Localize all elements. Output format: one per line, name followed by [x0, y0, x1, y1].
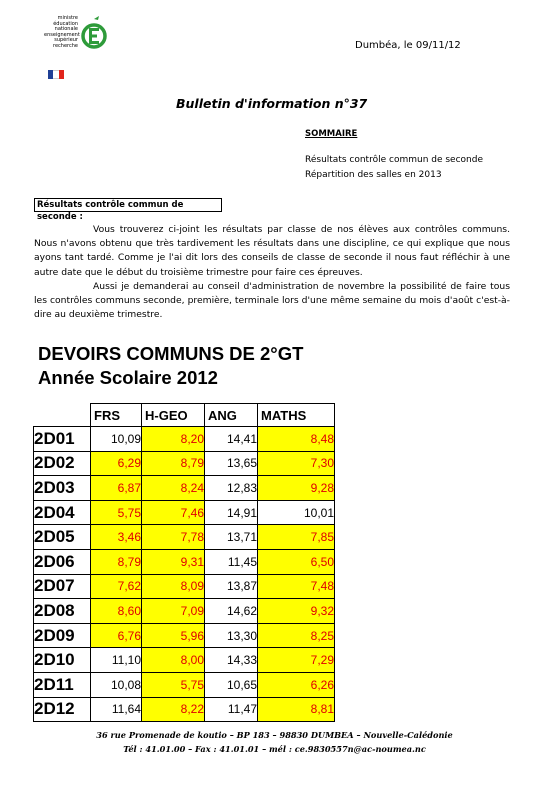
table-row — [34, 500, 335, 525]
paragraph: Aussi je demanderai au conseil d'administration de novembre la possibilité de faire tous les contrôles communs seconde, première, terminale lors d'une même semaine du mois d'août c'est-à-dire au deuxième trimestre. — [34, 281, 510, 321]
table-row — [34, 648, 335, 673]
column-header-maths: MATHS — [258, 404, 335, 427]
grade-cell: 12,83 — [205, 476, 258, 501]
logo-line: enseignement — [44, 31, 80, 38]
sommaire-item: Répartition des salles en 2013 — [305, 170, 442, 180]
grade-cell: 6,87 — [91, 476, 142, 501]
grade-cell: 5,96 — [142, 623, 205, 648]
table-row — [34, 451, 335, 476]
grade-cell: 8,22 — [142, 697, 205, 722]
table-row — [34, 476, 335, 501]
grade-cell: 8,48 — [258, 427, 335, 452]
logo-line: éducation — [53, 20, 78, 27]
paragraph: Vous trouverez ci-joint les résultats par classe de nos élèves aux contrôles communs. Nous n'avons obtenu que très tardivement les résultats dans une discipline, ce qui explique que nous ayons tant tardé. Comme je l'ai dit lors des conseils de classe de seconde il nous faut réfléchir à une autre date que le début du troisième trimestre pour faire ces épreuves. — [34, 224, 510, 278]
date-line: Dumbéa, le 09/11/12 — [355, 40, 461, 51]
grade-cell: 6,76 — [91, 623, 142, 648]
grade-cell: 3,46 — [91, 525, 142, 550]
table-row — [34, 427, 335, 452]
grade-cell: 8,00 — [142, 648, 205, 673]
grade-cell: 7,62 — [91, 574, 142, 599]
class-label: 2D06 — [34, 549, 91, 574]
class-label: 2D01 — [34, 427, 91, 452]
sommaire-item: Résultats contrôle commun de seconde — [305, 155, 484, 165]
grade-cell: 9,31 — [142, 549, 205, 574]
grade-cell: 11,47 — [205, 697, 258, 722]
grade-cell: 7,85 — [258, 525, 335, 550]
table-row — [34, 672, 335, 697]
grade-cell: 13,30 — [205, 623, 258, 648]
grade-cell: 8,60 — [91, 599, 142, 624]
grade-cell: 7,78 — [142, 525, 205, 550]
grade-cell: 14,41 — [205, 427, 258, 452]
column-header-ang: ANG — [205, 404, 258, 427]
class-label: 2D10 — [34, 648, 91, 673]
class-label: 2D02 — [34, 451, 91, 476]
class-label: 2D03 — [34, 476, 91, 501]
grades-table — [33, 403, 335, 722]
grade-cell: 14,33 — [205, 648, 258, 673]
footer-contact: Tél : 41.01.00 – Fax : 41.01.01 – mél : ce.9830557n@ac-noumea.nc — [123, 744, 426, 754]
grade-cell: 6,26 — [258, 672, 335, 697]
grade-cell: 6,29 — [91, 451, 142, 476]
grade-cell: 13,65 — [205, 451, 258, 476]
table-row — [34, 549, 335, 574]
grade-cell: 5,75 — [91, 500, 142, 525]
grade-cell: 7,29 — [258, 648, 335, 673]
logo-text — [44, 16, 78, 50]
grade-cell: 6,50 — [258, 549, 335, 574]
grade-cell: 8,09 — [142, 574, 205, 599]
grade-cell: 5,75 — [142, 672, 205, 697]
grade-cell: 7,48 — [258, 574, 335, 599]
table-title: DEVOIRS COMMUNS DE 2°GT — [38, 343, 304, 364]
class-label: 2D05 — [34, 525, 91, 550]
grade-cell: 7,46 — [142, 500, 205, 525]
logo-line: ministre — [57, 15, 78, 21]
french-flag-icon — [48, 70, 64, 79]
grade-cell: 8,79 — [91, 549, 142, 574]
table-row — [34, 574, 335, 599]
grade-cell: 8,81 — [258, 697, 335, 722]
grade-cell: 10,01 — [258, 500, 335, 525]
column-header-hgeo: H-GEO — [142, 404, 205, 427]
table-row — [34, 623, 335, 648]
grade-cell: 8,24 — [142, 476, 205, 501]
class-label: 2D11 — [34, 672, 91, 697]
grade-cell: 9,28 — [258, 476, 335, 501]
column-header-frs: FRS — [91, 404, 142, 427]
ministry-logo — [44, 14, 108, 86]
grade-cell: 11,10 — [91, 648, 142, 673]
grade-cell: 10,09 — [91, 427, 142, 452]
class-label: 2D12 — [34, 697, 91, 722]
grade-cell: 10,65 — [205, 672, 258, 697]
grade-cell: 8,79 — [142, 451, 205, 476]
table-subtitle: Année Scolaire 2012 — [38, 367, 218, 388]
class-label: 2D08 — [34, 599, 91, 624]
grades-body — [34, 427, 335, 722]
sommaire-heading: SOMMAIRE — [305, 129, 358, 139]
grade-cell: 13,71 — [205, 525, 258, 550]
grade-cell: 7,30 — [258, 451, 335, 476]
logo-line: nationale — [54, 26, 78, 33]
section-heading: Résultats contrôle commun de seconde : — [34, 198, 222, 212]
class-label: 2D04 — [34, 500, 91, 525]
grade-cell: 8,25 — [258, 623, 335, 648]
class-label: 2D07 — [34, 574, 91, 599]
grade-cell: 8,20 — [142, 427, 205, 452]
grade-cell: 9,32 — [258, 599, 335, 624]
grade-cell: 11,45 — [205, 549, 258, 574]
logo-line: supérieur — [54, 37, 78, 44]
table-header-row — [34, 404, 335, 427]
grade-cell: 7,09 — [142, 599, 205, 624]
footer-address: 36 rue Promenade de koutio – BP 183 – 98830 DUMBEA – Nouvelle-Calédonie — [96, 730, 453, 740]
grade-cell: 14,91 — [205, 500, 258, 525]
grade-cell: 13,87 — [205, 574, 258, 599]
logo-line: recherche — [53, 42, 78, 49]
grade-cell: 14,62 — [205, 599, 258, 624]
grade-cell: 11,64 — [91, 697, 142, 722]
e-accent-logo-icon — [80, 16, 108, 56]
page-title: Bulletin d'information n°37 — [176, 96, 368, 111]
grade-cell: 10,08 — [91, 672, 142, 697]
table-corner — [34, 404, 91, 427]
table-row — [34, 525, 335, 550]
class-label: 2D09 — [34, 623, 91, 648]
table-row — [34, 697, 335, 722]
table-row — [34, 599, 335, 624]
